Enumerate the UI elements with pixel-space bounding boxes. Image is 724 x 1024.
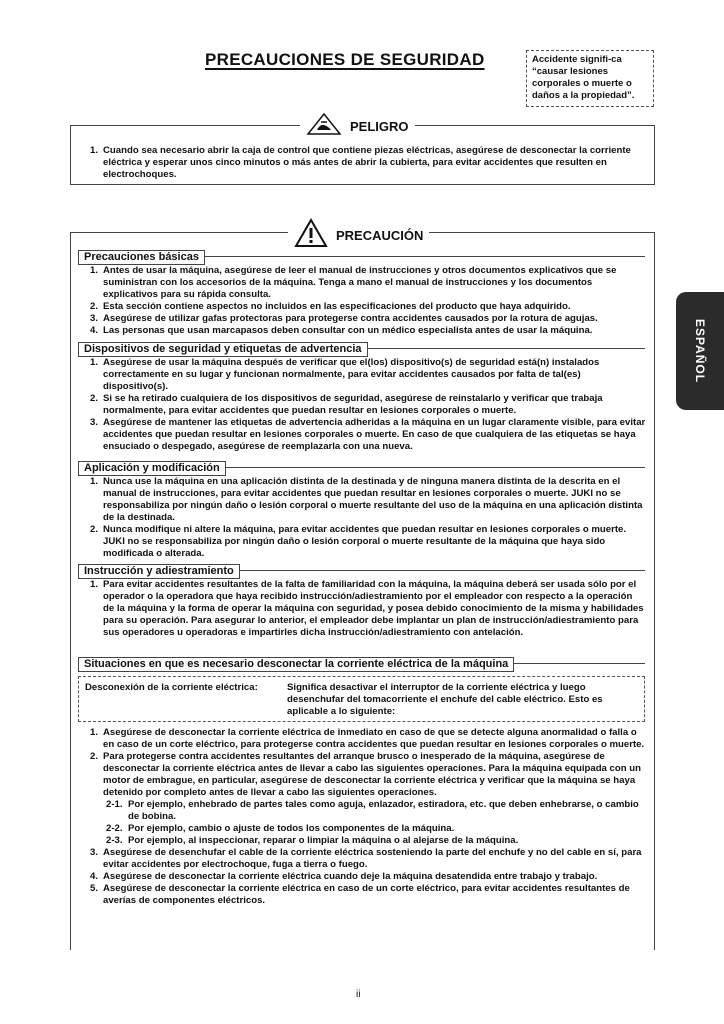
list-item: 3. Asegúrese de utilizar gafas protectoras para protegerse contra accidentes causados por la rotura de agujas. <box>90 313 598 324</box>
list-item: 1. Antes de usar la máquina, asegúrese de leer el manual de instrucciones y otros documentos explicativos que se suministran con los accesorios de la máquina. Tenga a mano el manual de instrucciones y los documentos explicativos para su rápida consulta. <box>90 265 617 300</box>
accident-definition-note: Accidente signifi-ca “causar lesiones corporales o muerte o daños a la propiedad”. <box>526 50 654 107</box>
list-item: 2. Esta sección contiene aspectos no incluidos en las especificaciones del producto que haya adquirido. <box>90 301 571 312</box>
list-item: 3. Asegúrese de mantener las etiquetas de advertencia adheridas a la máquina en un lugar claramente visible, para evitar accidentes que puedan resultar en lesiones corporales o muerte. En caso de que cualquiera de las etiquetas se haya ensuciado o despegado, asegúrese de reemplazarla con una nueva. <box>90 417 646 452</box>
list-item: 1. Cuando sea necesario abrir la caja de control que contiene piezas eléctricas, asegúrese de desconectar la corriente eléctrica y esperar unos cinco minutos o más antes de abrir la cubierta, para evitar accidentes que resulten en electrochoques. <box>90 145 631 180</box>
list-item: 4. Las personas que usan marcapasos deben consultar con un médico especialista antes de usar la máquina. <box>90 325 593 336</box>
section-list <box>90 727 646 907</box>
page-title: PRECAUCIONES DE SEGURIDAD <box>205 50 485 69</box>
definition-text: Significa desactivar el interruptor de la corriente eléctrica y luego desenchufar del tomacorriente el enchufe del cable eléctrico. Esto es aplicable a lo siguiente: <box>287 682 603 717</box>
definition-term: Desconexión de la corriente eléctrica: <box>85 682 258 693</box>
list-item: 1. Nunca use la máquina en una aplicación distinta de la destinada y de ninguna manera distinta de la descrita en el manual de instrucciones, para evitar accidentes que puedan resultar en lesiones corporales o muerte. JUKI no se responsabiliza por ningún daño o lesión corporal o muerte resultante del uso de la máquina en una aplicación distinta de la destinada. <box>90 476 643 523</box>
list-item: 2. Si se ha retirado cualquiera de los dispositivos de seguridad, asegúrese de reinstalarlo y verificar que trabaja normalmente, para evitar accidentes que puedan resultar en lesiones corporales o muerte. <box>90 393 603 416</box>
page-number: ii <box>356 989 361 1000</box>
list-item: 4. Asegúrese de desconectar la corriente eléctrica cuando deje la máquina desatendida entre trabajo y trabajo. <box>90 871 598 882</box>
list-item: 1. Asegúrese de usar la máquina después de verificar que el(los) dispositivo(s) de seguridad está(n) instalados correctamente en su lugar y funcionan normalmente, para evitar accidentes causados por falta de tal(es) dispositivo(s). <box>90 357 600 392</box>
precaucion-banner <box>288 220 429 250</box>
peligro-label: PELIGRO <box>350 118 409 134</box>
section-heading: Precauciones básicas <box>78 250 205 265</box>
section-heading: Dispositivos de seguridad y etiquetas de advertencia <box>78 342 368 357</box>
warning-triangle-icon <box>294 218 328 253</box>
hand-crush-warning-icon <box>306 113 342 140</box>
language-tab-label: ESPAÑOL <box>693 318 707 384</box>
language-tab <box>676 292 724 410</box>
peligro-list <box>90 145 646 181</box>
list-subitem: 2-3. Por ejemplo, al inspeccionar, reparar o limpiar la máquina o al alejarse de la máquina. <box>106 835 519 846</box>
section-list <box>90 579 646 639</box>
section-heading: Aplicación y modificación <box>78 461 226 476</box>
section-heading: Instrucción y adiestramiento <box>78 564 240 579</box>
section-heading: Situaciones en que es necesario desconectar la corriente eléctrica de la máquina <box>78 657 514 672</box>
list-item: 5. Asegúrese de desconectar la corriente eléctrica en caso de un corte eléctrico, para evitar accidentes resultantes de averías de componentes eléctricos. <box>90 883 630 906</box>
peligro-banner <box>300 115 415 137</box>
section-list <box>90 476 646 560</box>
list-item: 1. Asegúrese de desconectar la corriente eléctrica de inmediato en caso de que se detecte alguna anormalidad o falla o en caso de un corte eléctrico, para protegerse contra accidentes que puedan resultar en lesiones corporales o muerte. <box>90 727 645 750</box>
section-list <box>90 357 646 453</box>
section-list <box>90 265 646 337</box>
definition-box <box>78 676 645 722</box>
list-item: 2. Para protegerse contra accidentes resultantes del arranque brusco o inesperado de la máquina, asegúrese de desconectar la corriente eléctrica antes de llevar a cabo las siguientes operaciones. Para la máquina equipada con un motor de embrague, en particular, asegúrese de desconectar la corriente eléctrica y verificar que la máquina se haya detenido por completo antes de llevar a cabo las siguientes operaciones. <box>90 751 641 798</box>
list-subitem: 2-1. Por ejemplo, enhebrado de partes tales como aguja, enlazador, estiradora, etc. que deben enhebrarse, o cambio de bobina. <box>106 799 639 822</box>
list-item: 2. Nunca modifique ni altere la máquina, para evitar accidentes que puedan resultar en lesiones corporales o muerte. JUKI no se responsabiliza por ningún daño o lesión corporal o muerte resultante de la máquina que haya sido modificada o alterada. <box>90 524 627 559</box>
list-item: 1. Para evitar accidentes resultantes de la falta de familiaridad con la máquina, la máquina deberá ser usada sólo por el operador o la operadora que haya recibido instrucción/adiestramiento por el empleador con respecto a la operación de la máquina y la forma de operar la máquina con seguridad, y posea debido conocimiento de la misma y habilidades para su operación. Para asegurar lo anterior, el empleador debe implantar un plan de instrucción/adiestramiento para sus operadores u operadoras e impartirles dicha instrucción/adiestramiento con antelación. <box>90 579 644 638</box>
precaucion-label: PRECAUCIÓN <box>336 227 424 243</box>
list-subitem: 2-2. Por ejemplo, cambio o ajuste de todos los componentes de la máquina. <box>106 823 455 834</box>
list-item: 3. Asegúrese de desenchufar el cable de la corriente eléctrica sosteniendo la parte del enchufe y no del cable en sí, para evitar accidentes por electrochoque, fuga a tierra o fuego. <box>90 847 642 870</box>
